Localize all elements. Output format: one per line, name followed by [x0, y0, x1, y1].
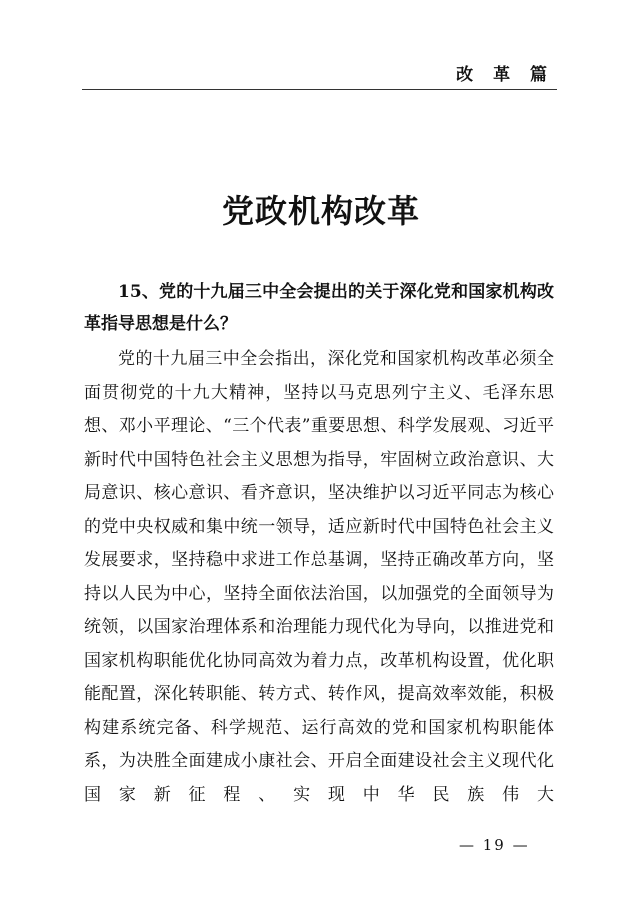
- header-rule: [82, 89, 557, 90]
- page-number: — 19 —: [459, 836, 530, 854]
- chapter-title: 党政机构改革: [221, 192, 420, 230]
- answer-paragraph: 党的十九届三中全会指出，深化党和国家机构改革必须全面贯彻党的十九大精神，坚持以马克思列宁主义、毛泽东思想、邓小平理论、“三个代表”重要思想、科学发展观、习近平新时代中国特色社会主义思想为指导，牢固树立政治意识、大局意识、核心意识、看齐意识，坚决维护以习近平同志为核心的党中央权威和集中统一领导，适应新时代中国特色社会主义发展要求，坚持稳中求进工作总基调，坚持正确改革方向，坚持以人民为中心，坚持全面依法治国，以加强党的全面领导为统领，以国家治理体系和治理能力现代化为导向，以推进党和国家机构职能优化协同高效为着力点，改革机构设置，优化职能配置，深化转职能、转方式、转作风，提高效率效能，积极构建系统完备、科学规范、运行高效的党和国家机构职能体系，为决胜全面建成小康社会、开启全面建设社会主义现代化国家新征程、实现中华民族伟大: [84, 349, 554, 805]
- question-heading: 15、党的十九届三中全会提出的关于深化党和国家机构改革指导思想是什么？: [84, 282, 554, 334]
- running-header: 改 革 篇: [456, 65, 554, 85]
